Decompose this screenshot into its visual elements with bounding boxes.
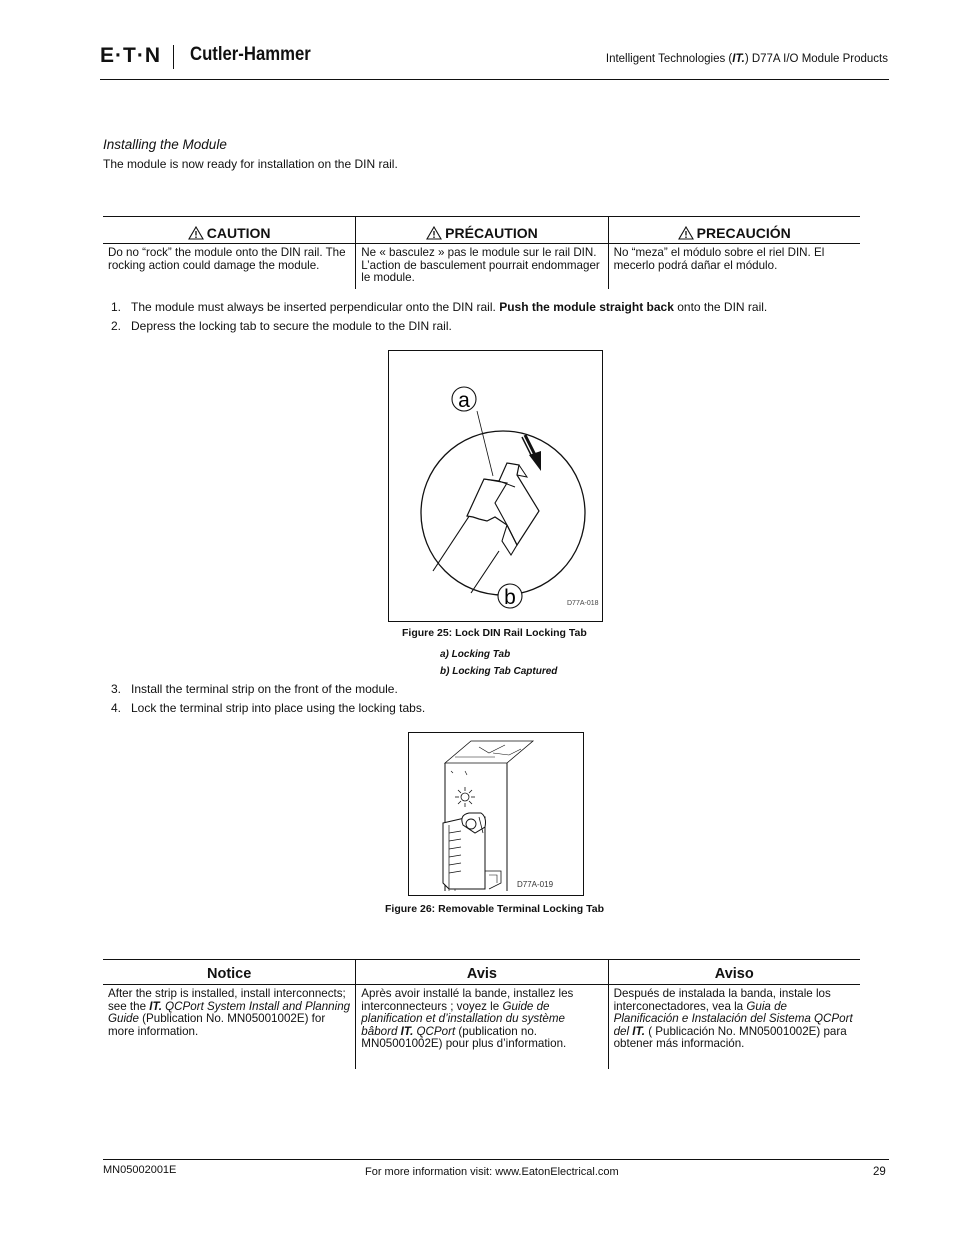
caution-table (103, 216, 860, 289)
cutler-hammer-logo: Cutler-Hammer (190, 44, 311, 65)
step-text: Lock the terminal strip into place using the locking tabs. (131, 701, 426, 715)
notice-text-it: IT. (400, 1024, 414, 1038)
step-text-bold: Push the module straight back (499, 300, 674, 314)
figure-25-legend-b: b) Locking Tab Captured (440, 666, 558, 677)
caution-table-header (103, 217, 860, 244)
header-title-prefix: Intelligent Technologies ( (605, 53, 733, 65)
figure-26 (408, 732, 584, 896)
caution-header-fr (355, 217, 607, 243)
step-number: 4. (111, 701, 122, 715)
step-number: 1. (111, 300, 122, 314)
step-text: Install the terminal strip on the front of the module. (131, 682, 398, 696)
caution-header-en (103, 217, 355, 243)
step-2 (111, 319, 452, 333)
step-4 (111, 701, 425, 715)
footer-doc-number: MN05002001E (103, 1164, 177, 1176)
notice-text-fr (355, 985, 607, 1069)
caution-table-body (103, 244, 860, 289)
step-number: 3. (111, 682, 122, 696)
notice-header-fr: Avis (355, 960, 607, 984)
step-text: The module must always be inserted perpendicular onto the DIN rail. (131, 300, 500, 314)
callout-a-label: a (458, 389, 470, 412)
notice-text-it: IT. (632, 1024, 645, 1038)
figure-code: D77A-019 (517, 880, 554, 889)
logo-separator (173, 45, 174, 69)
header-title (606, 53, 888, 65)
notice-text-italic: QCPort (413, 1024, 456, 1038)
notice-text: ( Publicación No. MN05001002E) para obtener más información. (613, 1024, 847, 1051)
section-title: Installing the Module (103, 137, 227, 152)
step-text: Depress the locking tab to secure the module to the DIN rail. (131, 319, 452, 333)
caution-text-es: No “meza” el módulo sobre el riel DIN. El mecerlo podrá dañar el módulo. (608, 244, 860, 289)
eaton-logo: E·T·N (100, 44, 161, 67)
notice-table-body (103, 985, 860, 1069)
warning-icon (678, 226, 694, 240)
notice-text: Après avoir installé la bande, installez les interconnecteurs ; voyez le (361, 987, 574, 1013)
notice-text-italic: Guia de Planificación e Instalación del Sistema QCPort del (613, 999, 853, 1038)
caution-text-fr: Ne « basculez » pas le module sur le rail DIN. L’action de basculement pourrait endommager le module. (355, 244, 607, 289)
footer-rule (103, 1159, 889, 1160)
caution-header-fr-label: PRÉCAUTION (445, 225, 538, 241)
notice-text: (publication no. MN05001002E) pour plus d’information. (361, 1024, 567, 1051)
notice-text-en (103, 985, 355, 1069)
step-3 (111, 682, 398, 696)
notice-text-es (608, 985, 860, 1069)
intro-text: The module is now ready for installation on the DIN rail. (103, 157, 398, 171)
header-rule (100, 79, 889, 80)
warning-icon (188, 226, 204, 240)
notice-table-header (103, 960, 860, 985)
caution-header-es (608, 217, 860, 243)
callout-b-label: b (504, 586, 516, 609)
page-number: 29 (873, 1166, 886, 1178)
notice-text-italic: QCPort System Install and Planning Guide (108, 999, 351, 1026)
notice-text: (Publication No. MN05001002E) for more information. (108, 1012, 326, 1038)
notice-table (103, 959, 860, 1069)
figure-25-caption: Figure 25: Lock DIN Rail Locking Tab (402, 627, 587, 639)
step-text: onto the DIN rail. (673, 300, 768, 314)
warning-icon (426, 226, 442, 240)
step-1 (111, 300, 767, 314)
step-number: 2. (111, 319, 122, 333)
figure-25-legend-a: a) Locking Tab (440, 649, 511, 660)
header-title-it: IT. (732, 53, 745, 65)
terminal-strip-illustration (409, 733, 583, 895)
notice-text-italic: Guide de planification et d’installation du système bâbord (361, 999, 565, 1038)
figure-code: D77A-018 (567, 600, 599, 607)
figure-25 (388, 350, 603, 622)
footer-info: For more information visit: www.EatonElectrical.com (365, 1166, 619, 1178)
notice-text-it: IT. (149, 999, 162, 1013)
figure-26-caption: Figure 26: Removable Terminal Locking Tab (385, 903, 604, 915)
caution-text-en: Do no “rock” the module onto the DIN rail. The rocking action could damage the module. (108, 246, 346, 272)
notice-header-es: Aviso (608, 960, 860, 984)
din-rail-locking-tab-illustration (389, 351, 602, 621)
caution-header-en-label: CAUTION (206, 225, 271, 241)
notice-header-en: Notice (206, 966, 252, 982)
notice-text: Después de instalada la banda, instale los interconectadores, vea la (613, 987, 831, 1013)
notice-text: After the strip is installed, install interconnects; see the (108, 987, 346, 1013)
header-title-suffix: ) D77A I/O Module Products (744, 53, 888, 65)
caution-header-es-label: PRECAUCIÓN (696, 225, 791, 241)
